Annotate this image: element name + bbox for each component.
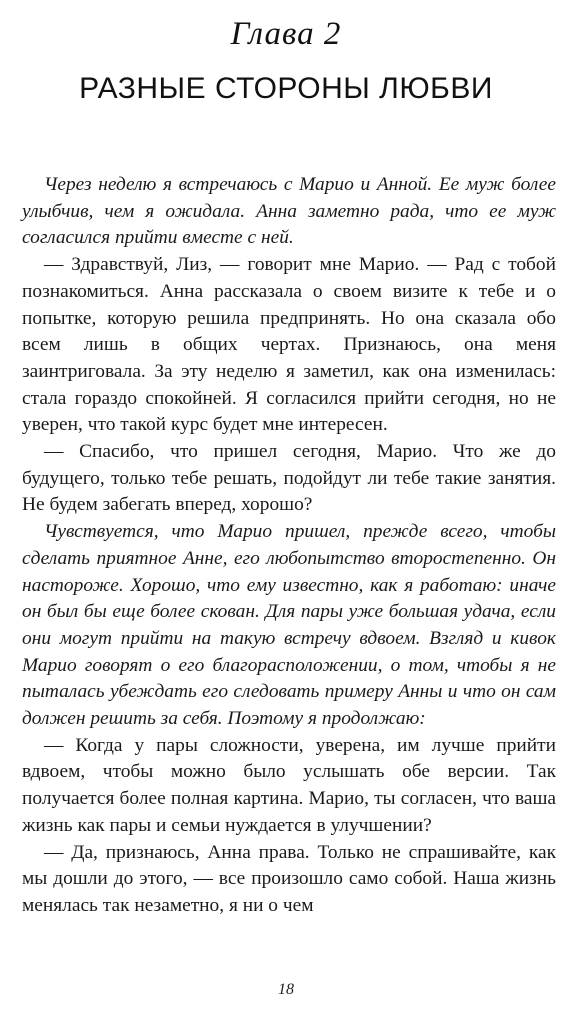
paragraph-dialogue-liz-2: — Когда у пары сложности, уверена, им лучше прийти вдвоем, чтобы можно было услышать обе версии. Так получается более полная картина. Марио, ты согласен, что ваша жизнь как пары и семьи нуждается в улучшении?	[22, 734, 556, 836]
paragraph-narration-2: Чувствуется, что Марио пришел, прежде всего, чтобы сделать приятное Анне, его любопытство второстепенно. Он настороже. Хорошо, что ему известно, как я работаю: иначе он был бы еще более скован. Для пары уже большая удача, если они могут прийти на такую встречу вдвоем. Взгляд и кивок Марио говорят о его благорасположении, о том, чтобы я не пыталась убеждать его следовать примеру Анны и что он сам должен решить за себя. Поэтому я продолжаю:	[22, 521, 556, 730]
page-number: 18	[278, 981, 294, 998]
paragraph-dialogue-mario-2: — Да, признаюсь, Анна права. Только не спрашивайте, как мы дошли до этого, — все произошло само собой. Наша жизнь менялась так незаметно, я ни о чем	[22, 841, 556, 916]
paragraph-narration-1: Через неделю я встречаюсь с Марио и Анной. Ее муж более улыбчив, чем я ожидала. Анна заметно рада, что ее муж согласился прийти вместе с ней.	[22, 174, 556, 249]
paragraph-dialogue-liz-1: — Спасибо, что пришел сегодня, Марио. Что же до будущего, только тебе решать, подойдут ли тебе такие занятия. Не будем забегать вперед, хорошо?	[22, 441, 556, 516]
chapter-label: Глава 2	[230, 16, 342, 52]
chapter-title: РАЗНЫЕ СТОРОНЫ ЛЮБВИ	[79, 72, 493, 105]
paragraph-dialogue-mario-1: — Здравствуй, Лиз, — говорит мне Марио. — Рад с тобой познакомиться. Анна рассказала о своем визите к тебе и о попытке, которую решила предпринять. Но она сказала обо всем лишь в общих чертах. Признаюсь, она меня заинтриговала. За эту неделю я заметил, как она изменилась: стала гораздо спокойней. Я согласился прийти сегодня, но не уверен, что такой курс будет мне интересен.	[22, 254, 556, 436]
body-text	[22, 172, 556, 920]
